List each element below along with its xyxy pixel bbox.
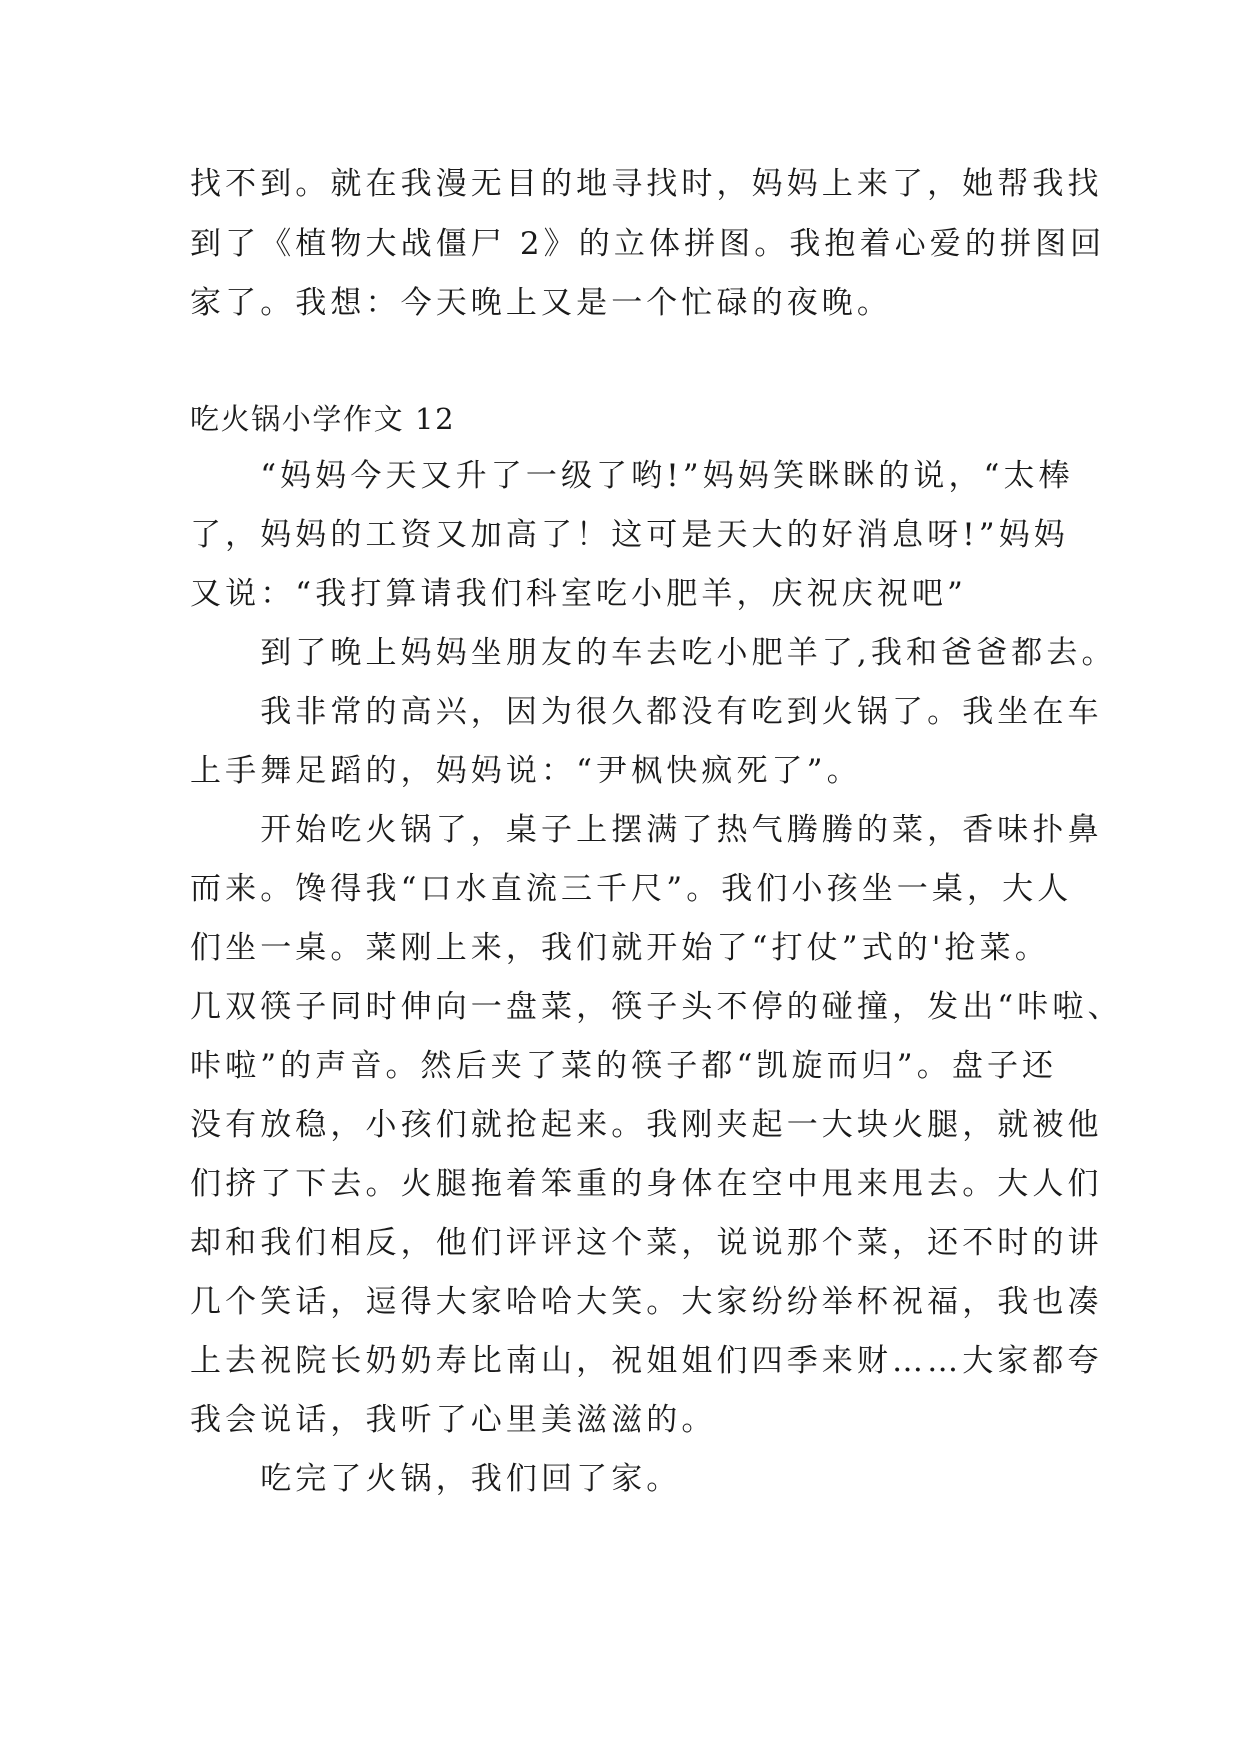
intro-line: 到了《植物大战僵尸 2》的立体拼图。我抱着心爱的拼图回: [190, 226, 1106, 262]
body-line: 又说：“我打算请我们科室吃小肥羊，庆祝庆祝吧”: [190, 576, 967, 612]
body-line: 我非常的高兴，因为很久都没有吃到火锅了。我坐在车: [190, 694, 1103, 730]
body-line: 咔啦”的声音。然后夹了菜的筷子都“凯旋而归”。盘子还: [190, 1048, 1058, 1084]
body-line: 到了晚上妈妈坐朋友的车去吃小肥羊了,我和爸爸都去。: [190, 635, 1117, 671]
intro-line: 家了。我想：今天晚上又是一个忙碌的夜晚。: [190, 285, 892, 321]
body-line: 们坐一桌。菜刚上来，我们就开始了“打仗”式的'抢菜。: [190, 930, 1050, 966]
body-line: 却和我们相反，他们评评这个菜，说说那个菜，还不时的讲: [190, 1225, 1103, 1261]
body-line: 上去祝院长奶奶寿比南山，祝姐姐们四季来财……大家都夸: [190, 1343, 1103, 1379]
body-line: 们挤了下去。火腿拖着笨重的身体在空中甩来甩去。大人们: [190, 1166, 1103, 1202]
body-line: 了，妈妈的工资又加高了！这可是天大的好消息呀!”妈妈: [190, 517, 1069, 553]
body-line: 没有放稳，小孩们就抢起来。我刚夹起一大块火腿，就被他: [190, 1107, 1103, 1143]
body-line: 吃完了火锅，我们回了家。: [190, 1461, 682, 1497]
body-line: 几双筷子同时伸向一盘菜，筷子头不停的碰撞，发出“咔啦、: [190, 989, 1123, 1025]
body-line: “妈妈今天又升了一级了哟!”妈妈笑眯眯的说，“太棒: [190, 458, 1074, 494]
body-line: 上手舞足蹈的，妈妈说：“尹枫快疯死了”。: [190, 753, 862, 789]
intro-line: 找不到。就在我漫无目的地寻找时，妈妈上来了，她帮我找: [190, 166, 1103, 202]
body-line: 几个笑话，逗得大家哈哈大笑。大家纷纷举杯祝福，我也凑: [190, 1284, 1103, 1320]
body-line: 开始吃火锅了，桌子上摆满了热气腾腾的菜，香味扑鼻: [190, 812, 1103, 848]
body-line: 我会说话，我听了心里美滋滋的。: [190, 1402, 717, 1438]
section-heading: 吃火锅小学作文 12: [190, 402, 456, 436]
body-line: 而来。馋得我“口水直流三千尺”。我们小孩坐一桌，大人: [190, 871, 1073, 907]
